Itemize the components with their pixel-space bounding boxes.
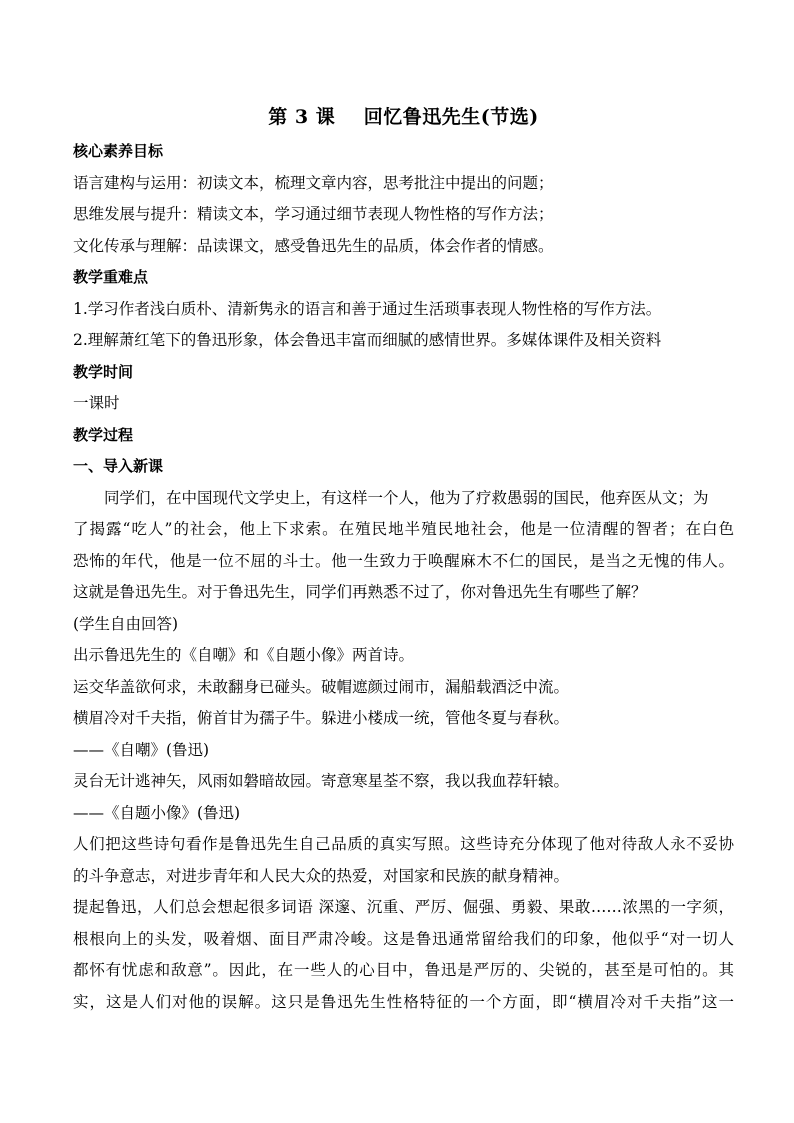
paragraph-line: ——《自嘲》(鲁迅) — [73, 740, 210, 759]
paragraph-line: 横眉冷对千夫指，俯首甘为孺子牛。躲进小楼成一统，管他冬夏与春秋。 — [73, 709, 570, 727]
paragraph-line: 灵台无计逃神矢，风雨如磐暗故园。寄意寒星荃不察，我以我血荐轩辕。 — [73, 772, 570, 790]
page-title: 第 3 课 回忆鲁迅先生(节选) — [268, 106, 539, 128]
section-heading: 核心素养目标 — [73, 142, 164, 160]
paragraph-line: 语言建构与运用：初读文本，梳理文章内容，思考批注中提出的问题； — [73, 173, 554, 192]
paragraph-line: 根根向上的头发，吸着烟、面目严肃冷峻。这是鲁迅通常留给我们的印象，他似乎“对一切人 — [73, 929, 734, 948]
section-heading: 教学过程 — [73, 425, 134, 444]
paragraph-line: 出示鲁迅先生的《自嘲》和《自题小像》两首诗。 — [73, 646, 415, 664]
paragraph-line: (学生自由回答) — [73, 614, 179, 633]
paragraph-line: 同学们，在中国现代文学史上，有这样一个人，他为了疗救愚弱的国民，他弃医从文；为 — [104, 488, 709, 507]
paragraph-line: ——《自题小像》(鲁迅) — [73, 803, 241, 822]
paragraph-line: 了揭露“吃人”的社会，他上下求索。在殖民地半殖民地社会，他是一位清醒的智者；在白色 — [73, 520, 734, 538]
paragraph-line: 一课时 — [73, 394, 120, 412]
paragraph-line: 2.理解萧红笔下的鲁迅形象，体会鲁迅丰富而细腻的感情世界。多媒体课件及相关资料 — [73, 331, 662, 349]
paragraph-line: 运交华盖欲何求，未敢翻身已碰头。破帽遮颜过闹市，漏船载酒泛中流。 — [73, 677, 570, 696]
paragraph-line: 提起鲁迅，人们总会想起很多词语 深邃、沉重、严厉、倔强、勇毅、果敢……浓黑的一字须， — [73, 898, 734, 916]
document-body — [73, 136, 734, 1018]
paragraph-line: 都怀有忧虑和敌意”。因此，在一些人的心目中，鲁迅是严厉的、尖锐的，甚至是可怕的。其 — [73, 961, 734, 979]
paragraph-line: 人们把这些诗句看作是鲁迅先生自己品质的真实写照。这些诗充分体现了他对待敌人永不妥协 — [73, 835, 734, 853]
paragraph-line: 1.学习作者浅白质朴、清新隽永的语言和善于通过生活琐事表现人物性格的写作方法。 — [73, 299, 662, 318]
paragraph-line: 恐怖的年代，他是一位不屈的斗士。他一生致力于唤醒麻木不仁的国民，是当之无愧的伟人。 — [73, 551, 734, 570]
section-heading: 教学时间 — [73, 362, 134, 381]
section-heading: 教学重难点 — [73, 268, 149, 286]
paragraph-line: 的斗争意志，对进步青年和人民大众的热爱，对国家和民族的献身精神。 — [73, 866, 570, 885]
paragraph-line: 文化传承与理解：品读课文，感受鲁迅先生的品质，体会作者的情感。 — [73, 236, 554, 255]
paragraph-line: 这就是鲁迅先生。对于鲁迅先生，同学们再熟悉不过了，你对鲁迅先生有哪些了解？ — [73, 583, 647, 601]
paragraph-line: 思维发展与提升：精读文本，学习通过细节表现人物性格的写作方法； — [73, 205, 554, 223]
section-heading: 一、导入新课 — [73, 457, 164, 475]
paragraph-line: 实，这是人们对他的误解。这只是鲁迅先生性格特征的一个方面，即“横眉冷对千夫指”这一 — [73, 992, 734, 1011]
